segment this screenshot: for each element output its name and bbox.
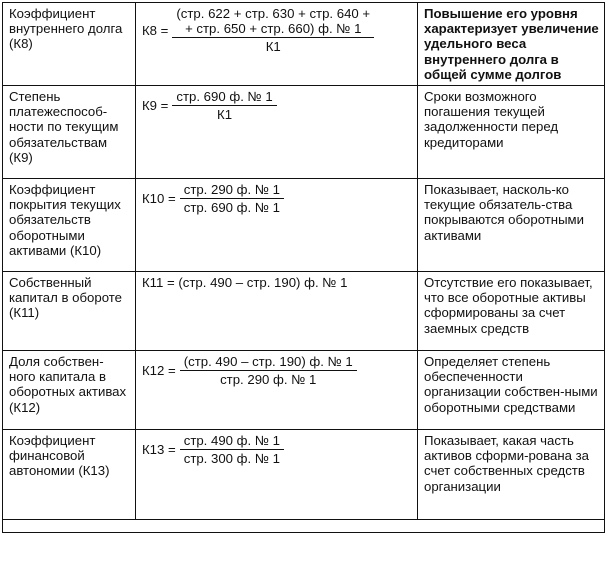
table-row: [3, 179, 605, 272]
ratio-formula: [136, 3, 418, 86]
fraction: [180, 354, 357, 387]
ratio-description: Показывает, какая часть активов сформи-рована за счет собственных средств организации: [418, 430, 605, 520]
ratio-description: Отсутствие его показывает, что все оборотные активы сформированы за счет заемных средств: [418, 272, 605, 351]
ratio-name: Коэффициент внутреннего долга (К8): [3, 3, 136, 86]
numerator-line: стр. 690 ф. № 1: [176, 89, 273, 105]
formula-block: [142, 182, 412, 215]
financial-ratios-table: [2, 2, 605, 533]
formula-lhs: К8 =: [142, 22, 169, 38]
empty-cell: [3, 520, 605, 533]
ratio-formula: [136, 86, 418, 179]
formula-block: [142, 6, 412, 55]
numerator-line: (стр. 622 + стр. 630 + стр. 640 +: [176, 6, 371, 21]
fraction-denominator: стр. 690 ф. № 1: [183, 200, 281, 216]
fraction-numerator: [180, 433, 284, 450]
formula-lhs: К9 =: [142, 98, 169, 114]
ratio-description: Сроки возможного погашения текущей задолженности перед кредиторами: [418, 86, 605, 179]
ratio-name: Коэффициент покрытия текущих обязательств оборотными активами (К10): [3, 179, 136, 272]
ratio-formula: [136, 272, 418, 351]
formula-lhs: К13 =: [142, 442, 176, 458]
formula-block: [142, 433, 412, 466]
fraction-numerator: [172, 89, 276, 106]
fraction-numerator: [172, 6, 374, 38]
ratio-name: Собственный капитал в обороте (К11): [3, 272, 136, 351]
ratio-formula: [136, 430, 418, 520]
table-row: [3, 3, 605, 86]
fraction-numerator: [180, 354, 357, 371]
numerator-line: (стр. 490 – стр. 190) ф. № 1: [183, 354, 353, 370]
table-row: [3, 430, 605, 520]
table-row-cut-off: [3, 520, 605, 533]
numerator-line: + стр. 650 + стр. 660) ф. № 1: [185, 21, 362, 37]
ratio-name: Доля собствен-ного капитала в оборотных активах (К12): [3, 351, 136, 430]
formula-lhs: К12 =: [142, 363, 176, 379]
fraction: [180, 433, 284, 466]
table-row: [3, 86, 605, 179]
numerator-line: стр. 290 ф. № 1: [183, 182, 281, 198]
ratio-formula: [136, 179, 418, 272]
fraction: [172, 6, 374, 55]
fraction-denominator: К1: [217, 107, 233, 123]
fraction: [180, 182, 284, 215]
ratio-name: Степень платежеспособ-ности по текущим обязательствам (К9): [3, 86, 136, 179]
fraction: [172, 89, 276, 122]
ratio-description: Повышение его уровня характеризует увеличение удельного веса внутреннего долга в общей сумме долгов: [418, 3, 605, 86]
numerator-line: стр. 490 ф. № 1: [183, 433, 281, 449]
formula-lhs: К10 =: [142, 191, 176, 207]
ratio-description: Определяет степень обеспеченности организации собствен-ными оборотными средствами: [418, 351, 605, 430]
fraction-numerator: [180, 182, 284, 199]
table-row: [3, 272, 605, 351]
formula-block: [142, 89, 412, 122]
ratio-name: Коэффициент финансовой автономии (К13): [3, 430, 136, 520]
formula-text: К11 = (стр. 490 – стр. 190) ф. № 1: [142, 275, 348, 291]
table-row: [3, 351, 605, 430]
ratio-description: Показывает, насколь-ко текущие обязатель-ства покрываются оборотными активами: [418, 179, 605, 272]
formula-block: [142, 354, 412, 387]
ratio-formula: [136, 351, 418, 430]
fraction-denominator: стр. 300 ф. № 1: [183, 451, 281, 467]
fraction-denominator: стр. 290 ф. № 1: [220, 372, 317, 388]
fraction-denominator: К1: [265, 39, 281, 55]
